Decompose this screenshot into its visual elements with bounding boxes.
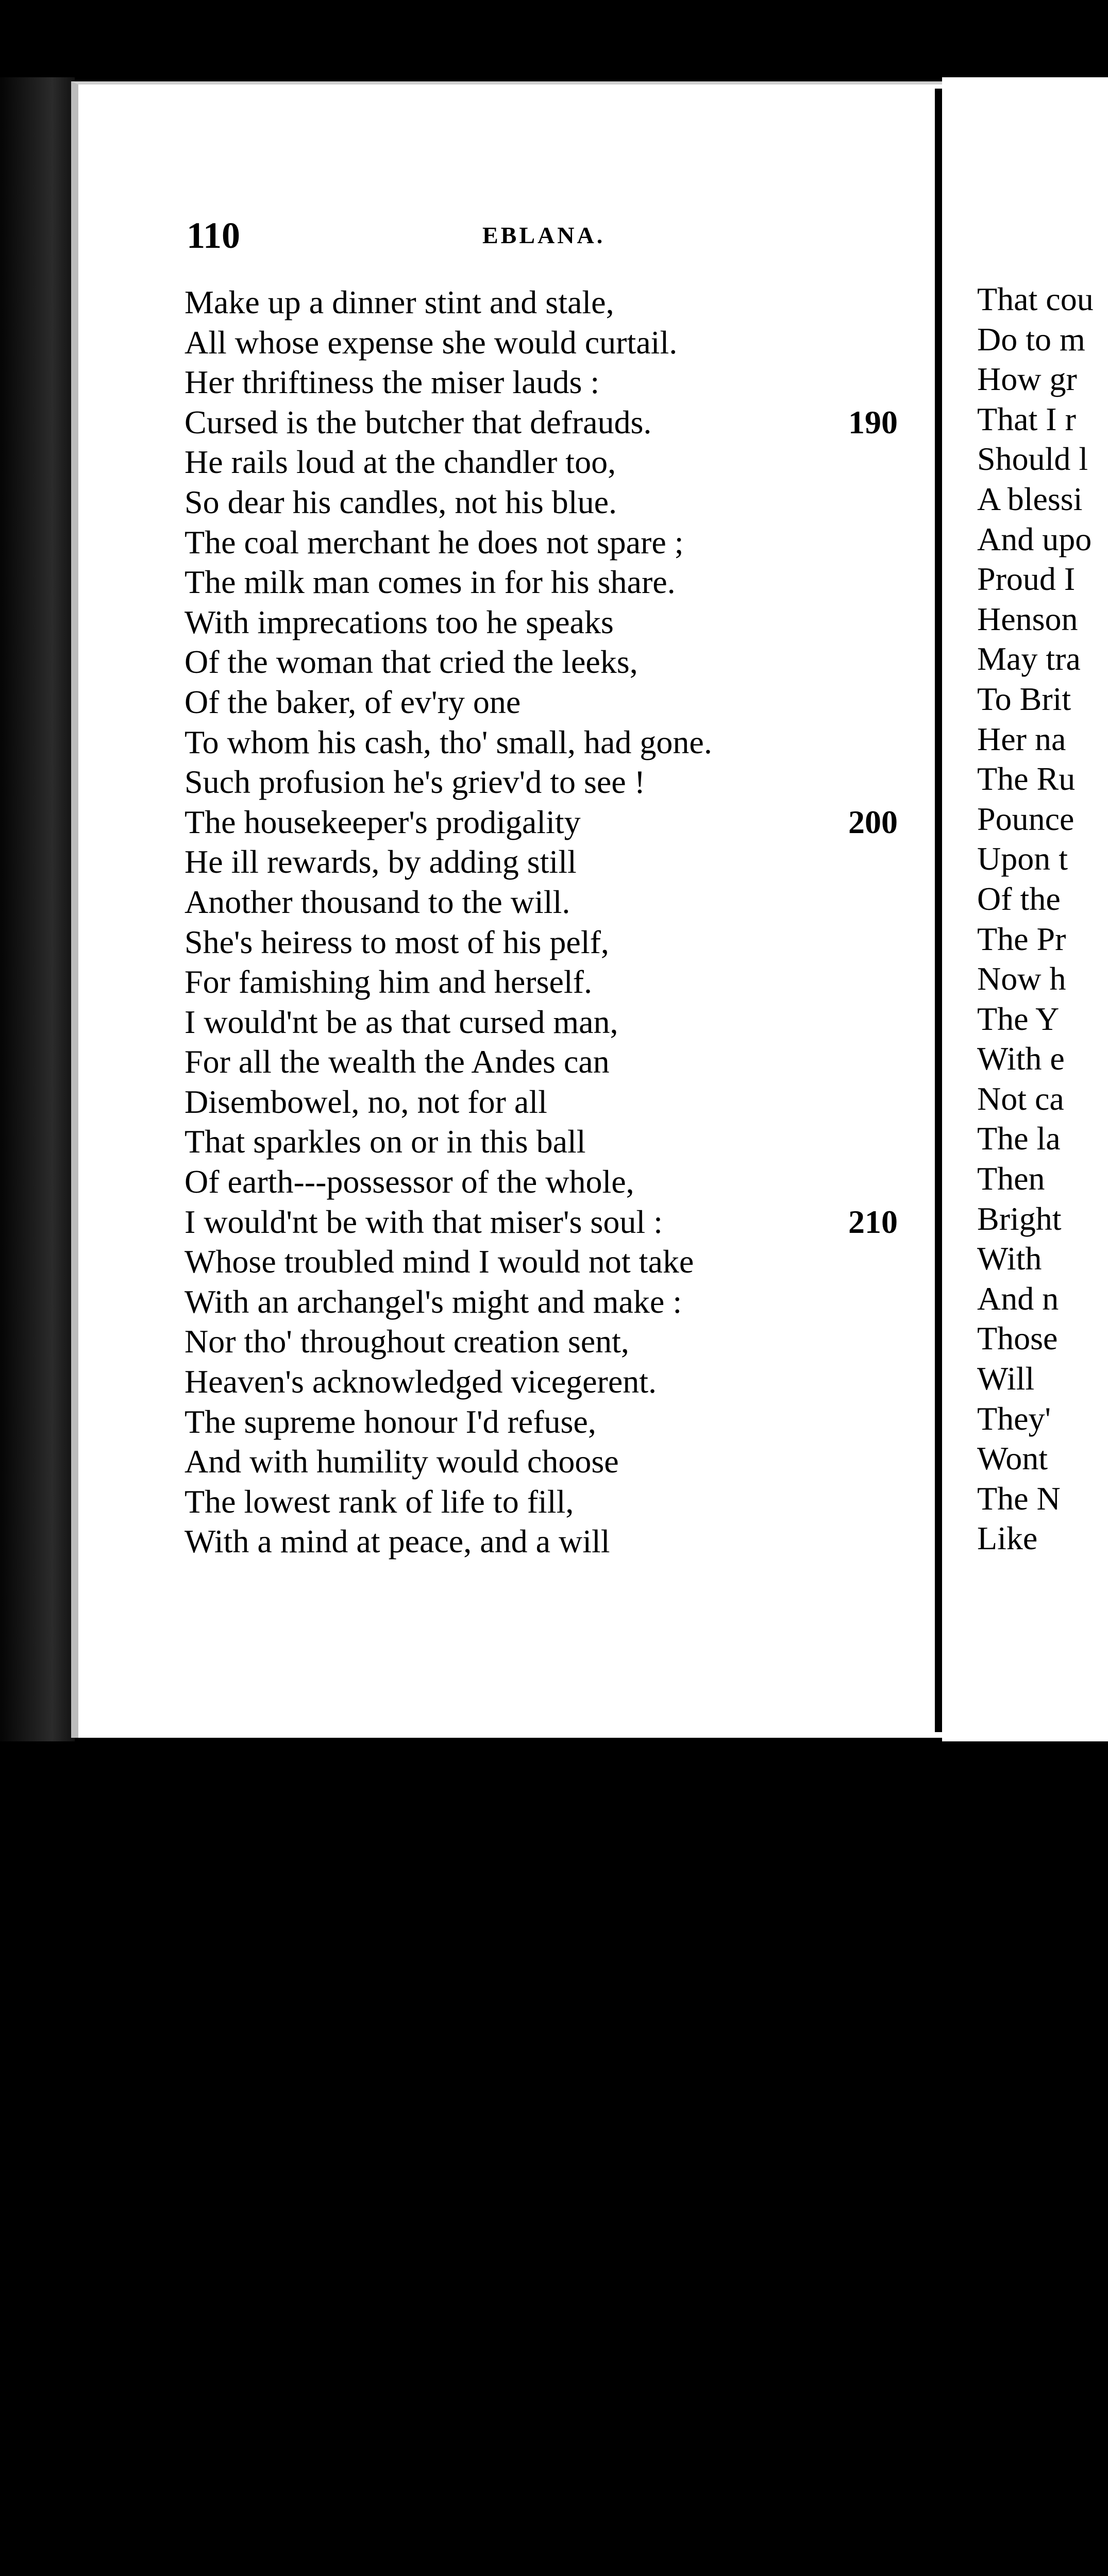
poem-line-text: I would'nt be with that miser's soul :	[184, 1203, 663, 1240]
facing-page-line: Do to m	[977, 320, 1085, 358]
poem-line	[184, 1482, 932, 1522]
facing-page-line: Of the	[977, 880, 1061, 917]
poem-line	[184, 362, 932, 402]
poem-line	[184, 562, 932, 602]
poem-line-text: Nor tho' throughout creation sent,	[184, 1323, 629, 1360]
poem-line-text: The housekeeper's prodigality	[184, 803, 581, 840]
poem-line	[184, 1321, 932, 1362]
facing-page-line: A blessi	[977, 480, 1083, 517]
poem-line-text: Of earth---possessor of the whole,	[184, 1163, 634, 1200]
poem-line	[184, 922, 932, 962]
facing-page-line: That cou	[977, 281, 1094, 317]
poem-line	[184, 442, 932, 482]
poem-line	[184, 282, 932, 323]
poem-line-text: He rails loud at the chandler too,	[184, 444, 616, 481]
scan-bottom-edge	[0, 1741, 1108, 1785]
facing-page-line: The N	[977, 1480, 1061, 1517]
poem-line	[184, 1521, 932, 1562]
facing-page-text	[977, 279, 1108, 1558]
poem-line	[184, 1002, 932, 1042]
line-number: 200	[848, 803, 898, 840]
poem-line-text: With imprecations too he speaks	[184, 603, 614, 640]
facing-page-line: Wont	[977, 1440, 1048, 1477]
running-title: EBLANA.	[482, 222, 606, 248]
poem-line-text: Her thriftiness the miser lauds :	[184, 364, 600, 401]
poem-line-text: For famishing him and herself.	[184, 963, 592, 1001]
poem-line-text: With a mind at peace, and a will	[184, 1523, 610, 1560]
poem-line	[184, 522, 932, 563]
poem-line	[184, 1442, 932, 1482]
poem-line	[184, 1122, 932, 1162]
poem-line-text: Cursed is the butcher that defrauds.	[184, 403, 652, 440]
facing-page-line: With e	[977, 1040, 1065, 1077]
poem-line-text: He ill rewards, by adding still	[184, 843, 577, 880]
facing-page-line: Not ca	[977, 1080, 1064, 1117]
facing-page-line: Now h	[977, 960, 1066, 997]
poem-text	[184, 282, 932, 1562]
poem-line-text: Make up a dinner stint and stale,	[184, 284, 614, 320]
poem-line	[184, 722, 932, 762]
poem-line	[184, 1082, 932, 1122]
poem-line-text: The milk man comes in for his share.	[184, 564, 676, 601]
facing-page-line: Bright	[977, 1200, 1062, 1237]
poem-line	[184, 1042, 932, 1082]
facing-page-line: That I r	[977, 400, 1076, 437]
page-header	[187, 214, 898, 256]
poem-line	[184, 682, 932, 722]
facing-page-line: And upo	[977, 520, 1092, 557]
page-number: 110	[187, 215, 241, 256]
facing-page-line: Upon t	[977, 840, 1068, 877]
facing-page-line: Pounce	[977, 800, 1075, 837]
facing-page-line: Like	[977, 1520, 1038, 1557]
poem-line-text: Such profusion he's griev'd to see !	[184, 764, 645, 801]
poem-line-text: Whose troubled mind I would not take	[184, 1243, 694, 1280]
line-number: 190	[848, 403, 898, 440]
poem-line-text: Disembowel, no, not for all	[184, 1083, 547, 1120]
poem-line	[184, 402, 932, 443]
poem-line-text: I would'nt be as that cursed man,	[184, 1003, 618, 1040]
poem-line	[184, 323, 932, 363]
poem-line	[184, 1242, 932, 1282]
poem-line	[184, 1202, 932, 1242]
book-gutter	[935, 89, 942, 1732]
poem-line	[184, 482, 932, 522]
poem-line	[184, 1162, 932, 1202]
poem-line	[184, 762, 932, 802]
facing-page	[942, 77, 1108, 1741]
poem-line-text: The supreme honour I'd refuse,	[184, 1403, 596, 1440]
facing-page-line: Proud I	[977, 561, 1076, 598]
facing-page-line: Then	[977, 1160, 1045, 1197]
facing-page-line: May tra	[977, 640, 1081, 677]
poem-line-text: All whose expense she would curtail.	[184, 324, 678, 361]
facing-page-line: The Y	[977, 1000, 1060, 1037]
poem-line-text: The coal merchant he does not spare ;	[184, 523, 684, 561]
poem-line	[184, 842, 932, 882]
facing-page-line: Her na	[977, 720, 1066, 757]
poem-line-text: That sparkles on or in this ball	[184, 1123, 586, 1160]
poem-line	[184, 882, 932, 922]
facing-page-line: How gr	[977, 361, 1077, 398]
facing-page-line: With	[977, 1240, 1042, 1277]
poem-line	[184, 1362, 932, 1402]
facing-page-line: The la	[977, 1120, 1061, 1157]
poem-line	[184, 1282, 932, 1322]
poem-line-text: The lowest rank of life to fill,	[184, 1483, 574, 1520]
poem-line	[184, 962, 932, 1002]
facing-page-line: Will	[977, 1360, 1035, 1397]
poem-line-text: With an archangel's might and make :	[184, 1283, 682, 1320]
facing-page-line: To Brit	[977, 680, 1071, 717]
facing-page-line: They'	[977, 1400, 1051, 1437]
poem-line-text: And with humility would choose	[184, 1443, 619, 1480]
facing-page-line: And n	[977, 1280, 1059, 1317]
facing-page-line: The Pr	[977, 920, 1066, 957]
poem-line	[184, 602, 932, 642]
poem-line-text: She's heiress to most of his pelf,	[184, 923, 609, 960]
poem-line-text: Another thousand to the will.	[184, 883, 570, 920]
book-spine-shadow	[0, 77, 75, 1747]
poem-line-text: For all the wealth the Andes can	[184, 1043, 610, 1080]
poem-line-text: Heaven's acknowledged vicegerent.	[184, 1363, 657, 1400]
facing-page-line: Should l	[977, 440, 1088, 478]
poem-line	[184, 1402, 932, 1442]
facing-page-line: Henson	[977, 600, 1078, 637]
poem-line-text: So dear his candles, not his blue.	[184, 483, 617, 520]
poem-line	[184, 802, 932, 842]
poem-line-text: Of the baker, of ev'ry one	[184, 683, 521, 720]
facing-page-line: Those	[977, 1320, 1058, 1357]
poem-line	[184, 642, 932, 682]
poem-line-text: Of the woman that cried the leeks,	[184, 643, 638, 681]
facing-page-line: The Ru	[977, 760, 1076, 798]
poem-line-text: To whom his cash, tho' small, had gone.	[184, 723, 712, 760]
line-number: 210	[848, 1203, 898, 1240]
